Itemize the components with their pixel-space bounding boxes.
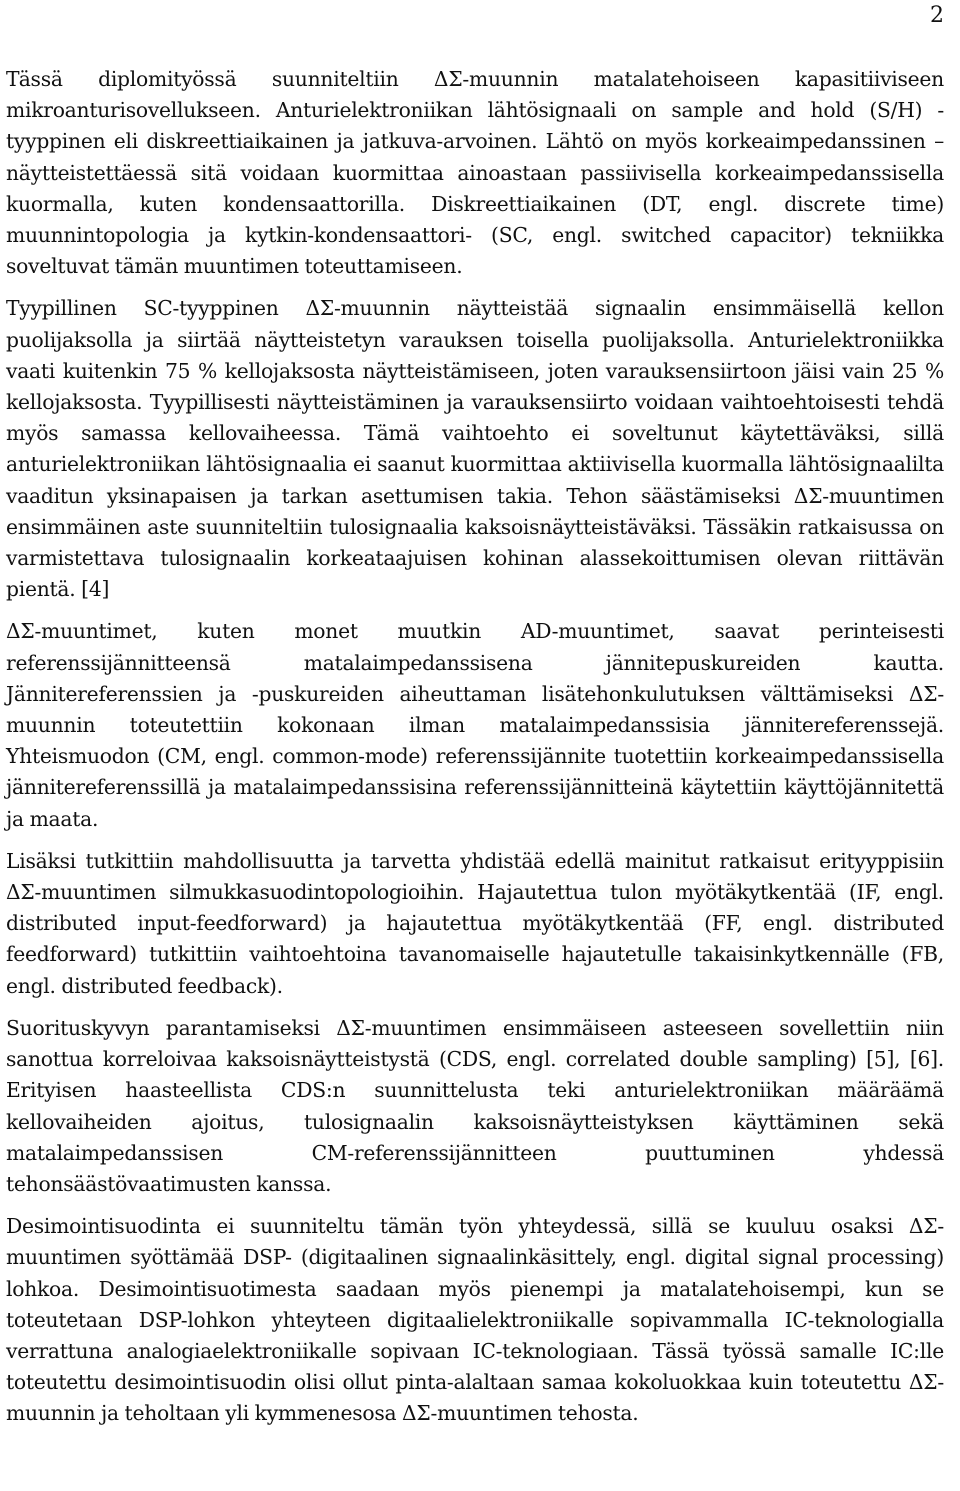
paragraph-cds: Suorituskyvyn parantamiseksi ΔΣ-muuntimen ensimmäiseen asteeseen sovellettiin niin sanottua korreloivaa kaksoisnäytteistystä (CDS, engl. correlated double sampling) [5], [6]. Erityisen haasteellista CDS:n suunnittelusta teki anturielektroniikan määräämä kellovaiheiden ajoitus, tulosignaalin kaksoisnäytteistyksen käyttäminen sekä matalaimpedanssisen CM-referenssijännitteen puuttuminen yhdessä tehonsäästövaatimusten kanssa. xyxy=(6,1015,944,1196)
paragraph-sc-sampling: Tyypillinen SC-tyyppinen ΔΣ-muunnin näytteistää signaalin ensimmäisellä kellon puolijaksolla ja siirtää näytteistetyn varauksen toisella puolijaksolla. Anturielektroniikka vaati kuitenkin 75 % kellojaksosta näytteistämiseen, joten varauksensiirtoon jäisi vain 25 % kellojaksosta. Tyypillisesti näytteistäminen ja varauksensiirto voidaan vaihtoehtoisesti tehdä myös samassa kellovaiheessa. Tämä vaihtoehto ei soveltunut käytettäväksi, sillä anturielektroniikan lähtösignaalia ei saanut kuormittaa aktiivisella kuormalla lähtösignaalilta vaaditun yksinapaisen ja tarkan asettumisen takia. Tehon säästämiseksi ΔΣ-muuntimen ensimmäinen aste suunniteltiin tulosignaalia kaksoisnäytteistäväksi. Tässäkin ratkaisussa on varmistettava tulosignaalin korkeataajuisen kohinan alassekoittumisen olevan riittävän pientä. [4] xyxy=(6,296,944,602)
document-body xyxy=(6,64,944,1441)
paragraph-references: ΔΣ-muuntimet, kuten monet muutkin AD-muuntimet, saavat perinteisesti referenssijännitteensä matalaimpedanssisena jännitepuskureiden kautta. Jännitereferenssien ja -puskureiden aiheuttaman lisätehonkulutuksen välttämiseksi ΔΣ-muunnin toteutettiin kokonaan ilman matalaimpedanssisia jännitereferenssejä. Yhteismuodon (CM, engl. common-mode) referenssijännite tuotettiin korkeaimpedanssisella jännitereferenssillä ja matalaimpedanssisina referenssijännitteinä käytettiin käyttöjännitettä ja maata. xyxy=(6,619,944,831)
paragraph-decimation: Desimointisuodinta ei suunniteltu tämän työn yhteydessä, sillä se kuuluu osaksi ΔΣ-muuntimen syöttämää DSP- (digitaalinen signaalinkäsittely, engl. digital signal processing) lohkoa. Desimointisuotimesta saadaan myös pienempi ja matalatehoisempi, kun se toteutetaan DSP-lohkon yhteyteen digitaalielektroniikalle sopivammalla IC-teknologialla verrattuna analogiaelektroniikalle sopivaan IC-teknologiaan. Tässä työssä samalle IC:lle toteutettu desimointisuodin olisi ollut pinta-alaltaan samaa kokoluokkaa kuin toteutettu ΔΣ-muunnin ja teholtaan yli kymmenesosa ΔΣ-muuntimen tehosta. xyxy=(6,1214,944,1426)
paragraph-intro: Tässä diplomityössä suunniteltiin ΔΣ-muunnin matalatehoiseen kapasitiiviseen mikroanturisovellukseen. Anturielektroniikan lähtösignaali on sample and hold (S/H) -tyyppinen eli diskreettiaikainen ja jatkuva-arvoinen. Lähtö on myös korkeaimpedanssinen – näytteistettäessä sitä voidaan kuormittaa ainoastaan passiivisella korkeaimpedanssisella kuormalla, kuten kondensaattorilla. Diskreettiaikainen (DT, engl. discrete time) muunnintopologia ja kytkin-kondensaattori- (SC, engl. switched capacitor) tekniikka soveltuvat tämän muuntimen toteuttamiseen. xyxy=(6,67,944,279)
paragraph-loop-filters: Lisäksi tutkittiin mahdollisuutta ja tarvetta yhdistää edellä mainitut ratkaisut erityyppisiin ΔΣ-muuntimen silmukkasuodintopologioihin. Hajautettua tulon myötäkytkentää (IF, engl. distributed input-feedforward) ja hajautettua myötäkytkentää (FF, engl. distributed feedforward) tutkittiin vaihtoehtoina tavanomaiselle hajautetulle takaisinkytkennälle (FB, engl. distributed feedback). xyxy=(6,848,944,998)
page-number: 2 xyxy=(930,3,944,28)
